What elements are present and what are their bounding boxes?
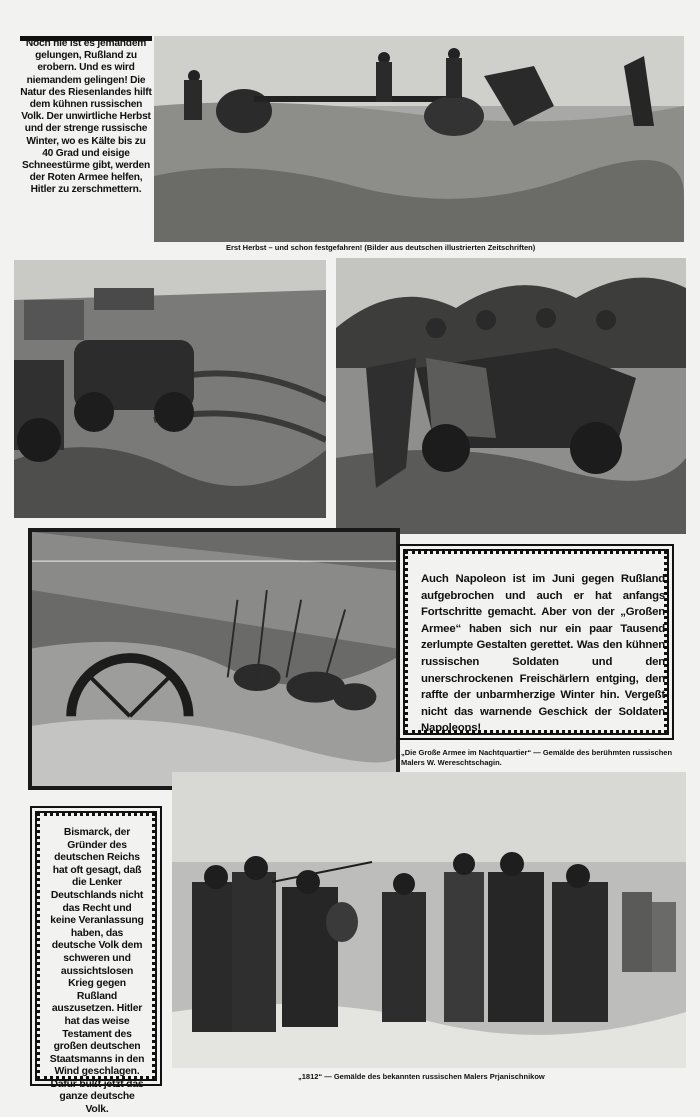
photo-motorcycle-sidecar (336, 258, 686, 534)
caption-middle: „Die Große Armee im Nachtquartier“ — Gemälde des berühmten russischen Malers W. Wereschtschagin. (401, 748, 673, 767)
napoleon-text-box (398, 544, 674, 740)
photo-cannon-in-mud (154, 36, 684, 242)
intro-text: Noch nie ist es jemandem gelungen, Rußland zu erobern. Und es wird niemandem gelingen! Die Natur des Riesenlandes hilft dem kühnen russischen Volk. Der unwirtliche Herbst und der strenge russische Winter, wo es Kälte bis zu 40 Grad und eisige Schneestürme gibt, werden der Roten Armee helfen, Hitler zu zerschmettern. (20, 38, 152, 196)
bismarck-text-box (30, 806, 162, 1116)
caption-bottom: „1812“ — Gemälde des bekannten russischen Malers Prjanischnikow (298, 1072, 545, 1081)
bismarck-text: Bismarck, der Gründer des deutschen Reichs hat oft gesagt, daß die Lenker Deutschlands nicht das Recht und keine Veranlassung haben, das deutsche Volk dem schweren und aussichtslosen Krieg gegen Rußland auszusetzen. Hitler hat das weise Testament des großen deutschen Staatsmanns in den Wind geschlagen. Dafür büßt jetzt das ganze deutsche Volk. (49, 827, 145, 1116)
painting-1812 (172, 772, 686, 1068)
photo-cars-in-mud (14, 260, 326, 518)
napoleon-text: Auch Napoleon ist im Juni gegen Rußland aufgebrochen und auch er hat anfangs Fortschritte gemacht. Aber von der „Großen Armee“ haben sich nur ein paar Tausend zerlumpte Gestalten gerettet. Was den kühnen russischen Soldaten und den unerschrockenen Freischärlern entging, den raffte der unbarmherzige Winter hin. Vergeßt nicht das warnende Geschick der Soldaten Napoleons! (421, 573, 665, 735)
painting-grand-army (28, 528, 400, 790)
caption-top: Erst Herbst – und schon festgefahren! (Bilder aus deutschen illustrierten Zeitschriften) (226, 243, 536, 252)
